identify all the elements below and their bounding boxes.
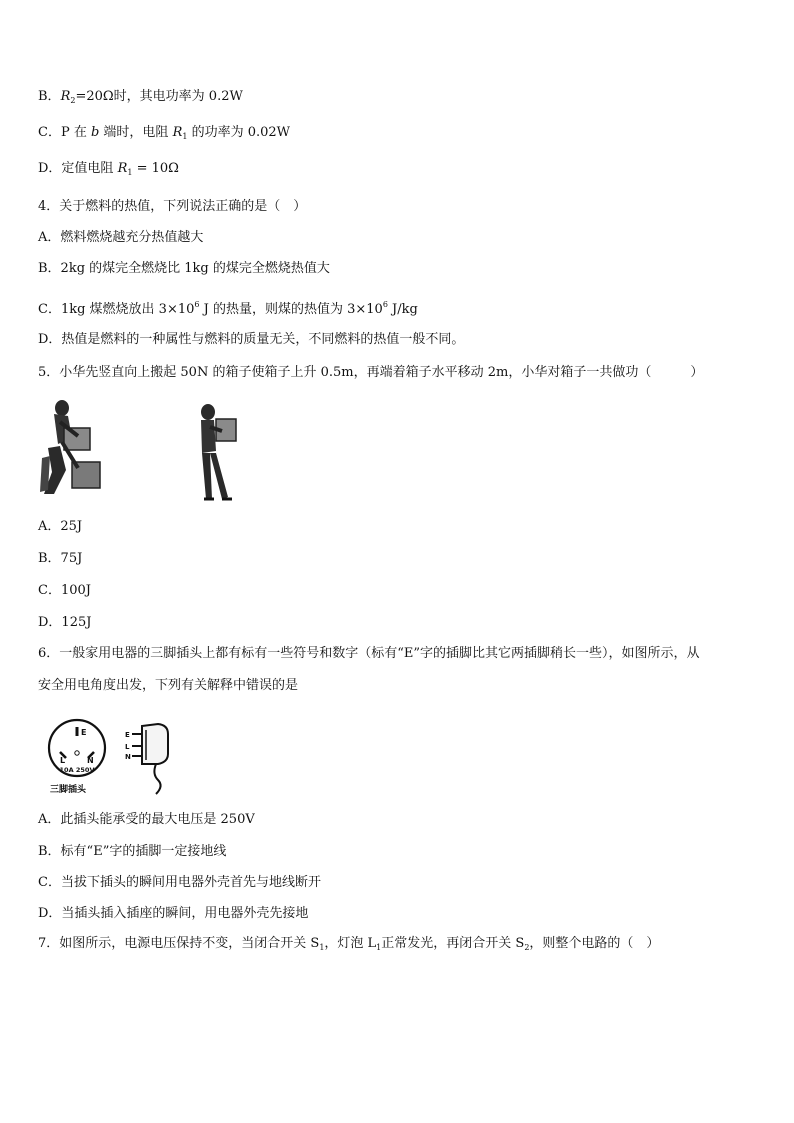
plug-front-label-n: N	[87, 756, 94, 765]
q4-option-c: C．1kg 煤燃烧放出 $3\times 10^6$ J 的热量，则煤的热值为 $3\times 10^6$ J/kg	[38, 300, 418, 317]
q4-stem: 4．关于燃料的热值，下列说法正确的是（ ）	[38, 199, 307, 214]
q6-option-a: A．此插头能承受的最大电压是 250V	[38, 812, 255, 827]
q5-option-d: D．125J	[38, 615, 92, 630]
q3-option-d: D．定值电阻 $R_1 = 10\Omega$	[38, 161, 179, 177]
plug-side-label-l: L	[125, 743, 130, 751]
q4-option-b: B．2kg 的煤完全燃烧比 1kg 的煤完全燃烧热值大	[38, 261, 330, 276]
q6-stem-line1: 6．一般家用电器的三脚插头上都有标有一些符号和数字（标有“E”字的插脚比其它两插脚稍长一些），如图所示，从	[38, 646, 700, 661]
plug-rating-label: 10A 250V	[59, 766, 95, 774]
plug-front-label-l: L	[60, 756, 66, 765]
plug-side-label-n: N	[125, 753, 131, 761]
q6-stem-line2: 安全用电角度出发，下列有关解释中错误的是	[38, 678, 299, 693]
q4-option-a: A．燃料燃烧越充分热值越大	[38, 230, 204, 245]
plug-side-label-e: E	[125, 731, 130, 739]
q5-option-c: C．100J	[38, 583, 91, 598]
q4-option-d: D．热值是燃料的一种属性与燃料的质量无关，不同燃料的热值一般不同。	[38, 332, 465, 347]
q7-stem: 7．如图所示，电源电压保持不变，当闭合开关 $S_1$，灯泡 $L_1$正常发光，再闭合开关 $S_2$，则整个电路的（ ）	[38, 936, 660, 952]
plug-caption: 三脚插头	[50, 785, 87, 795]
q5-stem: 5．小华先竖直向上搬起 50N 的箱子使箱子上升 0.5m，再端着箱子水平移动 2m，小华对箱子一共做功（ ）	[38, 365, 704, 380]
lifting-box-figure	[38, 398, 106, 500]
q3-option-c: C．P 在 b 端时，电阻 $R_1$ 的功率为 0.02W	[38, 125, 291, 141]
q5-option-b: B．75J	[38, 551, 83, 566]
q5-option-a: A．25J	[38, 519, 83, 534]
q6-option-d: D．当插头插入插座的瞬间，用电器外壳先接地	[38, 906, 309, 921]
plug-front-label-e: E	[81, 728, 87, 737]
three-pin-plug-figure	[46, 716, 178, 796]
carrying-box-figure	[192, 403, 242, 503]
q3-option-b: B．$R_2=20\Omega$时，其电功率为 0.2W	[38, 89, 243, 105]
q6-option-b: B．标有“E”字的插脚一定接地线	[38, 844, 227, 859]
q6-option-c: C．当拔下插头的瞬间用电器外壳首先与地线断开	[38, 875, 321, 890]
